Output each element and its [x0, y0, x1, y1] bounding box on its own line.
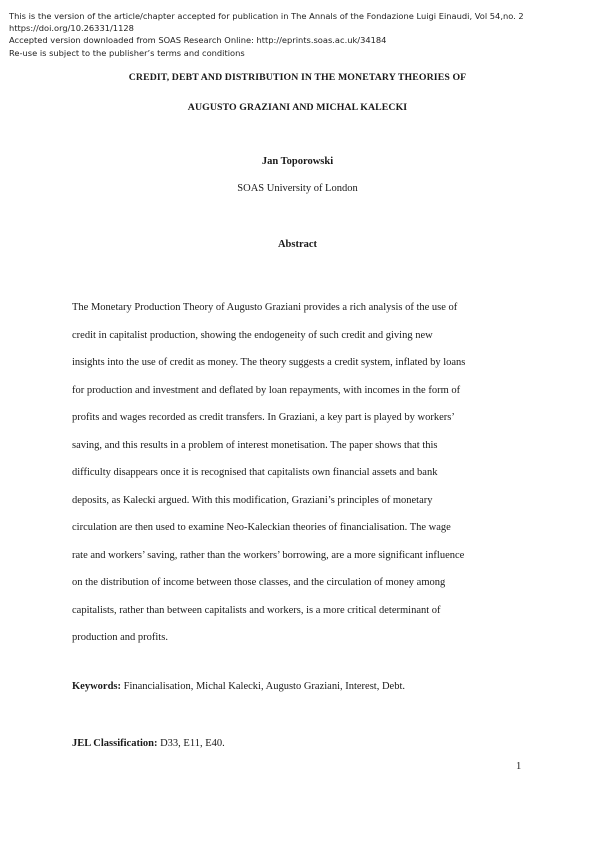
abstract-line: for production and investment and deflated by loan repayments, with incomes in the form of: [72, 384, 461, 396]
abstract-body: [72, 294, 532, 652]
abstract-line: insights into the use of credit as money. The theory suggests a credit system, inflated by loans: [72, 357, 466, 368]
jel-value: D33, E11, E40.: [157, 738, 225, 749]
author-name: Jan Toporowski: [261, 156, 334, 167]
abstract-line: on the distribution of income between those classes, and the circulation of money among: [72, 577, 446, 588]
keywords-value: Financialisation, Michal Kalecki, Augusto Graziani, Interest, Debt.: [121, 681, 406, 692]
abstract-heading: Abstract: [277, 239, 318, 250]
publication-notice: [9, 10, 589, 59]
paper-title-line-1: CREDIT, DEBT AND DISTRIBUTION IN THE MONETARY THEORIES OF: [128, 72, 467, 83]
keywords: [72, 681, 405, 692]
author-affiliation: SOAS University of London: [237, 183, 358, 194]
jel-classification: [72, 738, 225, 749]
jel-label: JEL Classification:: [72, 738, 158, 749]
notice-line-4: Re-use is subject to the publisher’s terms and conditions: [9, 47, 245, 58]
abstract-line: rate and workers’ saving, rather than the workers’ borrowing, are a more significant influence: [72, 549, 465, 561]
abstract-line: production and profits.: [72, 632, 168, 643]
notice-line-3: Accepted version downloaded from SOAS Research Online: http://eprints.soas.ac.uk/34184: [9, 35, 387, 46]
abstract-line: profits and wages recorded as credit transfers. In Graziani, a key part is played by workers’: [72, 412, 455, 423]
abstract-line: difficulty disappears once it is recognised that capitalists own financial assets and bank: [72, 467, 438, 478]
abstract-line: credit in capitalist production, showing the endogeneity of such credit and giving new: [72, 329, 433, 341]
abstract-line: deposits, as Kalecki argued. With this modification, Graziani’s principles of monetary: [72, 494, 433, 506]
abstract-line: saving, and this results in a problem of interest monetisation. The paper shows that this: [72, 439, 438, 451]
page-number: 1: [516, 761, 522, 772]
notice-line-1: This is the version of the article/chapter accepted for publication in The Annals of the Fondazione Luigi Einaudi, Vol 54,no. 2: [9, 11, 524, 21]
paper-title-line-2: AUGUSTO GRAZIANI AND MICHAL KALECKI: [187, 102, 408, 113]
abstract-line: The Monetary Production Theory of Augusto Graziani provides a rich analysis of the use of: [72, 302, 458, 313]
keywords-label: Keywords:: [72, 681, 121, 692]
abstract-line: capitalists, rather than between capitalists and workers, is a more critical determinant of: [72, 604, 441, 616]
abstract-line: circulation are then used to examine Neo-Kaleckian theories of financialisation. The wage: [72, 522, 451, 533]
notice-doi-link[interactable]: https://doi.org/10.26331/1128: [9, 23, 134, 34]
